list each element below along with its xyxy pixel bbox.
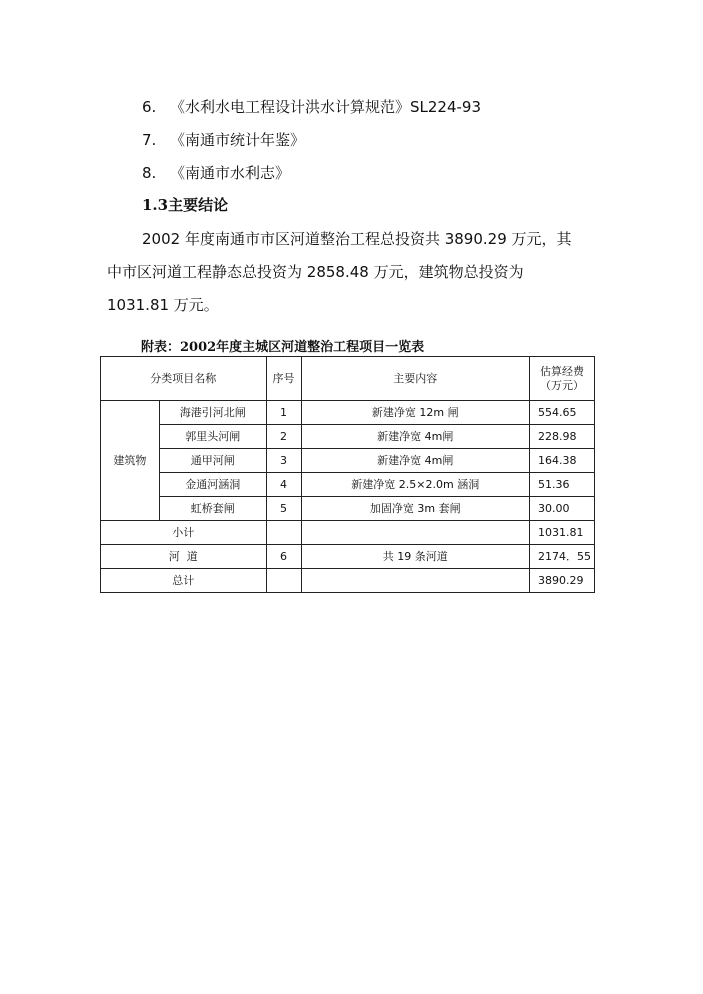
- item-content: 新建净宽 12m 闸: [301, 401, 529, 425]
- item-seq: 4: [266, 473, 301, 497]
- header-category: 分类项目名称: [101, 357, 267, 401]
- subtotal-row: [101, 521, 595, 545]
- paragraph-line: 1031.81 万元。: [107, 296, 219, 314]
- reference-text: 《南通市水利志》: [170, 164, 291, 182]
- item-cost: 164.38: [530, 449, 595, 473]
- item-name: 海港引河北闸: [159, 401, 266, 425]
- river-row: [101, 545, 595, 569]
- subtotal-content: [301, 521, 529, 545]
- reference-text: 《水利水电工程设计洪水计算规范》SL224-93: [170, 98, 482, 116]
- item-seq: 2: [266, 425, 301, 449]
- item-name: 郭里头河闸: [159, 425, 266, 449]
- total-seq: [266, 569, 301, 593]
- item-content: 新建净宽 4m闸: [301, 449, 529, 473]
- reference-item: [142, 162, 290, 183]
- total-cost: 3890.29: [530, 569, 595, 593]
- item-content: 新建净宽 2.5×2.0m 涵洞: [301, 473, 529, 497]
- header-cost: 估算经费 （万元）: [530, 357, 595, 401]
- table-row: [101, 497, 595, 521]
- reference-number: 6.: [142, 98, 157, 116]
- reference-item: [142, 96, 481, 117]
- subtotal-cost: 1031.81: [530, 521, 595, 545]
- table-header-row: [101, 357, 595, 401]
- reference-number: 7.: [142, 131, 157, 149]
- header-seq: 序号: [266, 357, 301, 401]
- paragraph-line: 2002 年度南通市市区河道整治工程总投资共 3890.29 万元，其: [142, 230, 572, 248]
- section-heading: 1.3主要结论: [142, 196, 229, 214]
- item-name: 通甲河闸: [159, 449, 266, 473]
- item-content: 加固净宽 3m 套闸: [301, 497, 529, 521]
- item-cost: 30.00: [530, 497, 595, 521]
- item-cost: 228.98: [530, 425, 595, 449]
- table-row: [101, 449, 595, 473]
- reference-text: 《南通市统计年鉴》: [170, 131, 306, 149]
- total-row: [101, 569, 595, 593]
- subtotal-seq: [266, 521, 301, 545]
- item-cost: 51.36: [530, 473, 595, 497]
- item-name: 金通河涵洞: [159, 473, 266, 497]
- item-seq: 1: [266, 401, 301, 425]
- table-row: [101, 425, 595, 449]
- river-cost: 2174．55: [530, 545, 595, 569]
- header-content: 主要内容: [301, 357, 529, 401]
- river-label: 河 道: [101, 545, 267, 569]
- paragraph-line: 中市区河道工程静态总投资为 2858.48 万元，建筑物总投资为: [107, 263, 524, 281]
- reference-number: 8.: [142, 164, 157, 182]
- item-cost: 554.65: [530, 401, 595, 425]
- item-seq: 3: [266, 449, 301, 473]
- total-content: [301, 569, 529, 593]
- table-caption: 附表：2002年度主城区河道整治工程项目一览表: [141, 340, 425, 355]
- table-row: [101, 401, 595, 425]
- reference-item: [142, 129, 305, 150]
- item-name: 虹桥套闸: [159, 497, 266, 521]
- item-seq: 5: [266, 497, 301, 521]
- table-row: [101, 473, 595, 497]
- project-table: [100, 356, 595, 593]
- river-seq: 6: [266, 545, 301, 569]
- river-content: 共 19 条河道: [301, 545, 529, 569]
- total-label: 总计: [101, 569, 267, 593]
- subtotal-label: 小计: [101, 521, 267, 545]
- group-label: 建筑物: [101, 401, 160, 521]
- item-content: 新建净宽 4m闸: [301, 425, 529, 449]
